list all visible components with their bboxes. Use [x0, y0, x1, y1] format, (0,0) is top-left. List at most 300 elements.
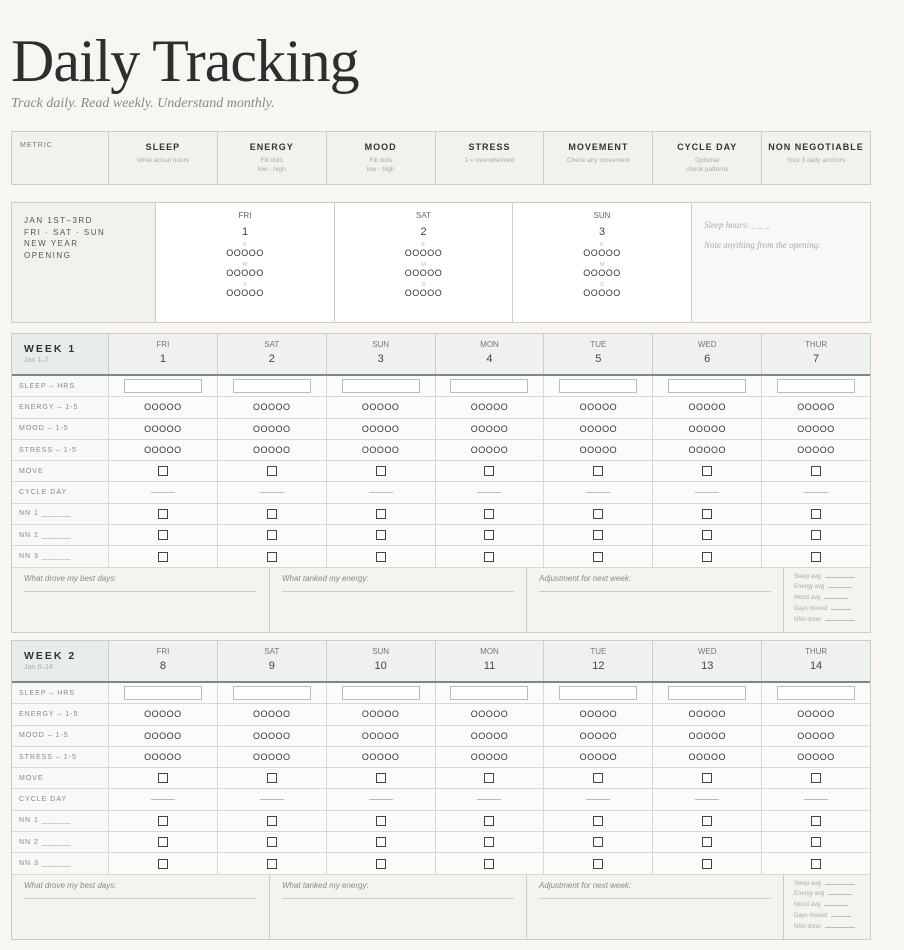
- tracking-cell: [108, 397, 217, 417]
- tracking-cell: [543, 811, 652, 831]
- summary-line: [824, 905, 848, 906]
- tracking-cell: [108, 376, 217, 396]
- checkbox[interactable]: [158, 552, 168, 562]
- checkbox[interactable]: [376, 837, 386, 847]
- tracking-cell: [326, 461, 435, 481]
- tracking-cell: [108, 747, 217, 767]
- reflection-field[interactable]: [269, 875, 526, 939]
- tracking-cell: [217, 525, 326, 545]
- tracking-cell: [108, 546, 217, 566]
- sleep-hours-input[interactable]: [233, 379, 311, 393]
- tracking-row: [12, 789, 870, 810]
- checkbox[interactable]: [702, 837, 712, 847]
- rating-dots[interactable]: OOOOO: [226, 268, 264, 278]
- rating-dots[interactable]: OOOOO: [361, 445, 400, 456]
- summary-label: Mood avg: [794, 595, 821, 602]
- key-column: [435, 132, 544, 184]
- checkbox[interactable]: [811, 552, 821, 562]
- tracking-cell: [652, 376, 761, 396]
- tracking-cell: [543, 683, 652, 703]
- rating-dots[interactable]: OOOOO: [253, 423, 291, 434]
- checkbox[interactable]: [484, 773, 494, 783]
- key-column-title: SLEEP: [145, 142, 181, 152]
- checkbox[interactable]: [158, 509, 168, 519]
- opening-day-date: 1: [241, 226, 249, 238]
- checkbox[interactable]: [267, 773, 277, 783]
- summary-label: NNs done: [794, 616, 821, 623]
- cycle-day-line[interactable]: [369, 799, 393, 800]
- rating-dots[interactable]: OOOOO: [797, 709, 835, 720]
- write-line: [539, 898, 771, 899]
- checkbox[interactable]: [593, 859, 603, 869]
- key-column: [326, 132, 435, 184]
- row-label: MOOD – 1-5: [19, 425, 69, 433]
- week-2-table: [11, 640, 871, 940]
- checkbox[interactable]: [376, 859, 386, 869]
- tracking-cell: [652, 726, 761, 746]
- rating-dots[interactable]: OOOOO: [253, 752, 291, 763]
- rating-dots[interactable]: OOOOO: [688, 445, 726, 456]
- rating-dots[interactable]: OOOOO: [688, 402, 726, 413]
- reflection-prompt: What drove my best days:: [24, 880, 117, 890]
- tracking-cell: [326, 482, 435, 502]
- sleep-hours-input[interactable]: [450, 686, 528, 700]
- cycle-day-line[interactable]: [260, 492, 284, 493]
- checkbox[interactable]: [593, 837, 603, 847]
- tracking-cell: [543, 704, 652, 724]
- tracking-cell: [435, 747, 544, 767]
- rating-dots[interactable]: OOOOO: [253, 709, 291, 720]
- tracking-cell: [435, 504, 544, 524]
- checkbox[interactable]: [267, 816, 277, 826]
- summary-item[interactable]: [794, 879, 870, 890]
- day-header: [543, 334, 652, 374]
- reflection-prompt: Adjustment for next week:: [539, 573, 632, 583]
- rating-dots[interactable]: OOOOO: [470, 709, 509, 720]
- summary-item[interactable]: [794, 911, 870, 922]
- checkbox[interactable]: [593, 552, 603, 562]
- day-header: [652, 334, 761, 374]
- rating-dots[interactable]: OOOOO: [470, 402, 509, 413]
- summary-line: [825, 927, 855, 928]
- rating-dots[interactable]: OOOOO: [583, 288, 621, 298]
- summary-item[interactable]: [794, 900, 870, 911]
- cycle-day-line[interactable]: [586, 492, 610, 493]
- write-line: [282, 898, 514, 899]
- checkbox[interactable]: [593, 816, 603, 826]
- tracking-cell: [217, 704, 326, 724]
- day-date: 3: [377, 353, 384, 365]
- rating-dots[interactable]: OOOOO: [253, 445, 291, 456]
- rating-dots[interactable]: OOOOO: [226, 288, 264, 298]
- tracking-cell: [108, 504, 217, 524]
- summary-item[interactable]: [794, 604, 870, 615]
- tracking-cell: [435, 832, 544, 852]
- reflection-prompt: What drove my best days:: [24, 573, 117, 583]
- rating-dots[interactable]: OOOOO: [361, 402, 400, 413]
- cycle-day-line[interactable]: [477, 799, 501, 800]
- checkbox[interactable]: [267, 859, 277, 869]
- summary-label: Energy avg: [794, 891, 825, 898]
- checkbox[interactable]: [158, 773, 168, 783]
- day-name: FRI: [156, 647, 170, 656]
- rating-dots[interactable]: OOOOO: [144, 423, 182, 434]
- tracking-cell: [543, 546, 652, 566]
- tracking-cell: [761, 482, 870, 502]
- rating-dots[interactable]: OOOOO: [404, 248, 443, 258]
- opening-label-line: OPENING: [24, 250, 72, 260]
- rating-dots[interactable]: OOOOO: [470, 423, 509, 434]
- reflection-field[interactable]: [269, 568, 526, 632]
- rating-dots[interactable]: OOOOO: [361, 423, 400, 434]
- sleep-hours-input[interactable]: [124, 379, 202, 393]
- rating-dots[interactable]: OOOOO: [688, 752, 726, 763]
- checkbox[interactable]: [811, 816, 821, 826]
- key-label: METRIC: [20, 142, 53, 149]
- cycle-day-line[interactable]: [477, 492, 501, 493]
- row-label: NN 3 ______: [19, 860, 72, 868]
- checkbox[interactable]: [376, 773, 386, 783]
- tracking-cell: [217, 832, 326, 852]
- opening-scale-label: M: [599, 262, 605, 268]
- week-label: [12, 334, 108, 374]
- reflection-field[interactable]: [12, 568, 269, 632]
- summary-item[interactable]: [794, 593, 870, 604]
- cycle-day-line[interactable]: [151, 492, 175, 493]
- key-column-title: ENERGY: [249, 142, 294, 152]
- row-label: NN 1 ______: [19, 817, 72, 825]
- day-name: SAT: [264, 647, 280, 656]
- row-label: MOVE: [19, 774, 44, 782]
- tracking-row: [12, 832, 870, 853]
- tracking-cell: [435, 853, 544, 873]
- summary-line: [831, 609, 851, 610]
- day-header: [326, 334, 435, 374]
- tracking-cell: [761, 376, 870, 396]
- cycle-day-line[interactable]: [695, 799, 719, 800]
- tracking-cell: [652, 419, 761, 439]
- rating-dots[interactable]: OOOOO: [144, 445, 182, 456]
- summary-item[interactable]: [794, 615, 870, 626]
- checkbox[interactable]: [376, 530, 386, 540]
- checkbox[interactable]: [702, 530, 712, 540]
- rating-dots[interactable]: OOOOO: [579, 730, 618, 741]
- sleep-hours-input[interactable]: [124, 686, 202, 700]
- cycle-day-line[interactable]: [804, 799, 828, 800]
- rating-dots[interactable]: OOOOO: [361, 752, 400, 763]
- opening-scale-label: M: [421, 262, 426, 268]
- week-dates: Jan 1–7: [24, 357, 49, 364]
- tracking-cell: [761, 726, 870, 746]
- rating-dots[interactable]: OOOOO: [688, 423, 726, 434]
- summary-item[interactable]: [794, 572, 870, 583]
- summary-line: [825, 577, 855, 578]
- tracking-cell: [217, 504, 326, 524]
- write-line: [282, 591, 514, 592]
- tracking-cell: [543, 525, 652, 545]
- checkbox[interactable]: [702, 816, 712, 826]
- checkbox[interactable]: [376, 509, 386, 519]
- day-name: SAT: [264, 340, 280, 349]
- checkbox[interactable]: [158, 859, 168, 869]
- summary-item[interactable]: [794, 922, 870, 933]
- rating-dots[interactable]: OOOOO: [144, 752, 182, 763]
- rating-dots[interactable]: OOOOO: [797, 445, 835, 456]
- checkbox[interactable]: [267, 530, 277, 540]
- checkbox[interactable]: [484, 466, 494, 476]
- tracking-cell: [543, 504, 652, 524]
- rating-dots[interactable]: OOOOO: [144, 709, 182, 720]
- tracking-cell: [108, 704, 217, 724]
- checkbox[interactable]: [811, 530, 821, 540]
- day-header: [435, 641, 544, 681]
- rating-dots[interactable]: OOOOO: [253, 402, 291, 413]
- sleep-hours-input[interactable]: [777, 379, 855, 393]
- checkbox[interactable]: [267, 552, 277, 562]
- rating-dots[interactable]: OOOOO: [688, 730, 726, 741]
- tracking-cell: [761, 768, 870, 788]
- tracking-cell: [217, 419, 326, 439]
- checkbox[interactable]: [593, 773, 603, 783]
- day-name: FRI: [156, 340, 170, 349]
- week-summary: [783, 568, 870, 632]
- checkbox[interactable]: [267, 509, 277, 519]
- opening-scale-label: S: [243, 282, 247, 288]
- sleep-hours-input[interactable]: [450, 379, 528, 393]
- tracking-cell: [217, 546, 326, 566]
- checkbox[interactable]: [702, 773, 712, 783]
- tracking-cell: [108, 683, 217, 703]
- tracking-cell: [761, 832, 870, 852]
- row-label: SLEEP – HRS: [19, 689, 76, 697]
- tracking-cell: [108, 832, 217, 852]
- cycle-day-line[interactable]: [695, 492, 719, 493]
- summary-item[interactable]: [794, 582, 870, 593]
- sleep-hours-input[interactable]: [559, 379, 637, 393]
- checkbox[interactable]: [376, 816, 386, 826]
- checkbox[interactable]: [702, 466, 712, 476]
- row-label: NN 2 ______: [19, 531, 72, 539]
- tracking-row: [12, 726, 870, 747]
- cycle-day-line[interactable]: [151, 799, 175, 800]
- opening-note-line: Sleep hours: _ _ _: [704, 220, 770, 230]
- rating-dots[interactable]: OOOOO: [470, 752, 509, 763]
- reflection-field[interactable]: [526, 875, 783, 939]
- rating-dots[interactable]: OOOOO: [361, 730, 400, 741]
- summary-item[interactable]: [794, 889, 870, 900]
- tracking-cell: [761, 419, 870, 439]
- checkbox[interactable]: [484, 509, 494, 519]
- rating-dots[interactable]: OOOOO: [797, 730, 835, 741]
- checkbox[interactable]: [267, 837, 277, 847]
- tracking-row: [12, 853, 870, 874]
- opening-notes[interactable]: [691, 203, 870, 322]
- checkbox[interactable]: [484, 552, 494, 562]
- rating-dots[interactable]: OOOOO: [226, 248, 264, 258]
- checkbox[interactable]: [811, 466, 821, 476]
- tracking-cell: [326, 853, 435, 873]
- rating-dots[interactable]: OOOOO: [361, 709, 400, 720]
- tracking-cell: [217, 747, 326, 767]
- rating-dots[interactable]: OOOOO: [688, 709, 726, 720]
- tracking-cell: [326, 504, 435, 524]
- cycle-day-line[interactable]: [804, 492, 828, 493]
- checkbox[interactable]: [811, 837, 821, 847]
- sleep-hours-input[interactable]: [668, 379, 746, 393]
- tracking-cell: [326, 440, 435, 460]
- opening-scale-label: S: [421, 282, 426, 288]
- rating-dots[interactable]: OOOOO: [470, 445, 509, 456]
- rating-dots[interactable]: OOOOO: [583, 248, 621, 258]
- tracking-row: [12, 768, 870, 789]
- rating-dots[interactable]: OOOOO: [797, 423, 835, 434]
- cycle-day-line[interactable]: [586, 799, 610, 800]
- tracking-cell: [435, 704, 544, 724]
- tracking-cell: [108, 419, 217, 439]
- row-label: NN 1 ______: [19, 510, 72, 518]
- summary-label: Mood avg: [794, 902, 821, 909]
- tracking-cell: [108, 726, 217, 746]
- sleep-hours-input[interactable]: [559, 686, 637, 700]
- tracking-cell: [435, 525, 544, 545]
- opening-scale-label: M: [242, 262, 248, 268]
- tracking-cell: [761, 683, 870, 703]
- opening-section: [11, 202, 871, 323]
- checkbox[interactable]: [484, 859, 494, 869]
- rating-dots[interactable]: OOOOO: [144, 730, 182, 741]
- rating-dots[interactable]: OOOOO: [470, 730, 509, 741]
- tracking-cell: [217, 683, 326, 703]
- checkbox[interactable]: [484, 816, 494, 826]
- page-title: Daily Tracking: [11, 28, 359, 94]
- cycle-day-line[interactable]: [369, 492, 393, 493]
- day-header: [108, 641, 217, 681]
- tracking-cell: [435, 726, 544, 746]
- week-summary: [783, 875, 870, 939]
- rating-dots[interactable]: OOOOO: [404, 268, 443, 278]
- opening-day-name: SUN: [593, 211, 611, 220]
- tracking-cell: [326, 789, 435, 809]
- sleep-hours-input[interactable]: [668, 686, 746, 700]
- checkbox[interactable]: [702, 552, 712, 562]
- checkbox[interactable]: [376, 466, 386, 476]
- tracking-cell: [543, 461, 652, 481]
- tracking-cell: [652, 482, 761, 502]
- checkbox[interactable]: [484, 530, 494, 540]
- summary-label: Energy avg: [794, 584, 825, 591]
- row-label: MOOD – 1-5: [19, 732, 69, 740]
- checkbox[interactable]: [158, 466, 168, 476]
- rating-dots[interactable]: OOOOO: [579, 402, 618, 413]
- day-header: [761, 334, 870, 374]
- write-line: [24, 591, 256, 592]
- tracking-cell: [543, 768, 652, 788]
- day-date: 7: [813, 353, 820, 365]
- tracking-cell: [652, 683, 761, 703]
- tracking-cell: [652, 397, 761, 417]
- checkbox[interactable]: [267, 466, 277, 476]
- week-label: [12, 641, 108, 681]
- checkbox[interactable]: [484, 837, 494, 847]
- day-name: THUR: [804, 340, 828, 349]
- key-column-subtitle: 1 = overwhelmed: [464, 157, 515, 164]
- row-label: NN 3 ______: [19, 553, 72, 561]
- checkbox[interactable]: [158, 530, 168, 540]
- checkbox[interactable]: [593, 509, 603, 519]
- sleep-hours-input[interactable]: [342, 686, 420, 700]
- reflection-field[interactable]: [526, 568, 783, 632]
- tracking-cell: [543, 789, 652, 809]
- rating-dots[interactable]: OOOOO: [253, 730, 291, 741]
- tracking-cell: [217, 376, 326, 396]
- row-label: ENERGY – 1-5: [19, 710, 79, 718]
- day-date: 14: [809, 660, 823, 672]
- checkbox[interactable]: [811, 859, 821, 869]
- day-name: TUE: [590, 647, 607, 656]
- tracking-cell: [761, 853, 870, 873]
- checkbox[interactable]: [811, 773, 821, 783]
- rating-dots[interactable]: OOOOO: [579, 752, 618, 763]
- tracking-cell: [435, 419, 544, 439]
- tracking-cell: [217, 853, 326, 873]
- rating-dots[interactable]: OOOOO: [579, 423, 618, 434]
- tracking-cell: [761, 811, 870, 831]
- rating-dots[interactable]: OOOOO: [797, 402, 835, 413]
- checkbox[interactable]: [158, 837, 168, 847]
- tracking-cell: [326, 525, 435, 545]
- page-subtitle: Track daily. Read weekly. Understand monthly.: [11, 96, 275, 111]
- tracking-row: [12, 747, 870, 768]
- rating-dots[interactable]: OOOOO: [144, 402, 182, 413]
- checkbox[interactable]: [702, 859, 712, 869]
- checkbox[interactable]: [158, 816, 168, 826]
- checkbox[interactable]: [811, 509, 821, 519]
- tracking-cell: [108, 440, 217, 460]
- key-column: [652, 132, 761, 184]
- sleep-hours-input[interactable]: [342, 379, 420, 393]
- cycle-day-line[interactable]: [260, 799, 284, 800]
- opening-day-column: [155, 203, 334, 322]
- opening-day-name: FRI: [238, 211, 252, 220]
- rating-dots[interactable]: OOOOO: [797, 752, 835, 763]
- tracking-row: [12, 461, 870, 482]
- checkbox[interactable]: [593, 466, 603, 476]
- week-header: [12, 334, 870, 376]
- key-column-subtitle: Check any movement: [566, 157, 630, 164]
- rating-dots[interactable]: OOOOO: [579, 709, 618, 720]
- reflection-field[interactable]: [12, 875, 269, 939]
- checkbox[interactable]: [702, 509, 712, 519]
- rating-dots[interactable]: OOOOO: [583, 268, 621, 278]
- tracking-row: [12, 704, 870, 725]
- checkbox[interactable]: [593, 530, 603, 540]
- sleep-hours-input[interactable]: [777, 686, 855, 700]
- tracking-cell: [326, 419, 435, 439]
- sleep-hours-input[interactable]: [233, 686, 311, 700]
- tracking-cell: [761, 440, 870, 460]
- tracking-row: [12, 419, 870, 440]
- week-title: WEEK 2: [24, 650, 77, 662]
- checkbox[interactable]: [376, 552, 386, 562]
- reflection-prompt: What tanked my energy:: [282, 573, 369, 583]
- tracking-cell: [652, 747, 761, 767]
- rating-dots[interactable]: OOOOO: [404, 288, 443, 298]
- tracking-cell: [652, 504, 761, 524]
- rating-dots[interactable]: OOOOO: [579, 445, 618, 456]
- tracking-cell: [326, 704, 435, 724]
- day-date: 9: [268, 660, 275, 672]
- day-date: 4: [486, 353, 493, 365]
